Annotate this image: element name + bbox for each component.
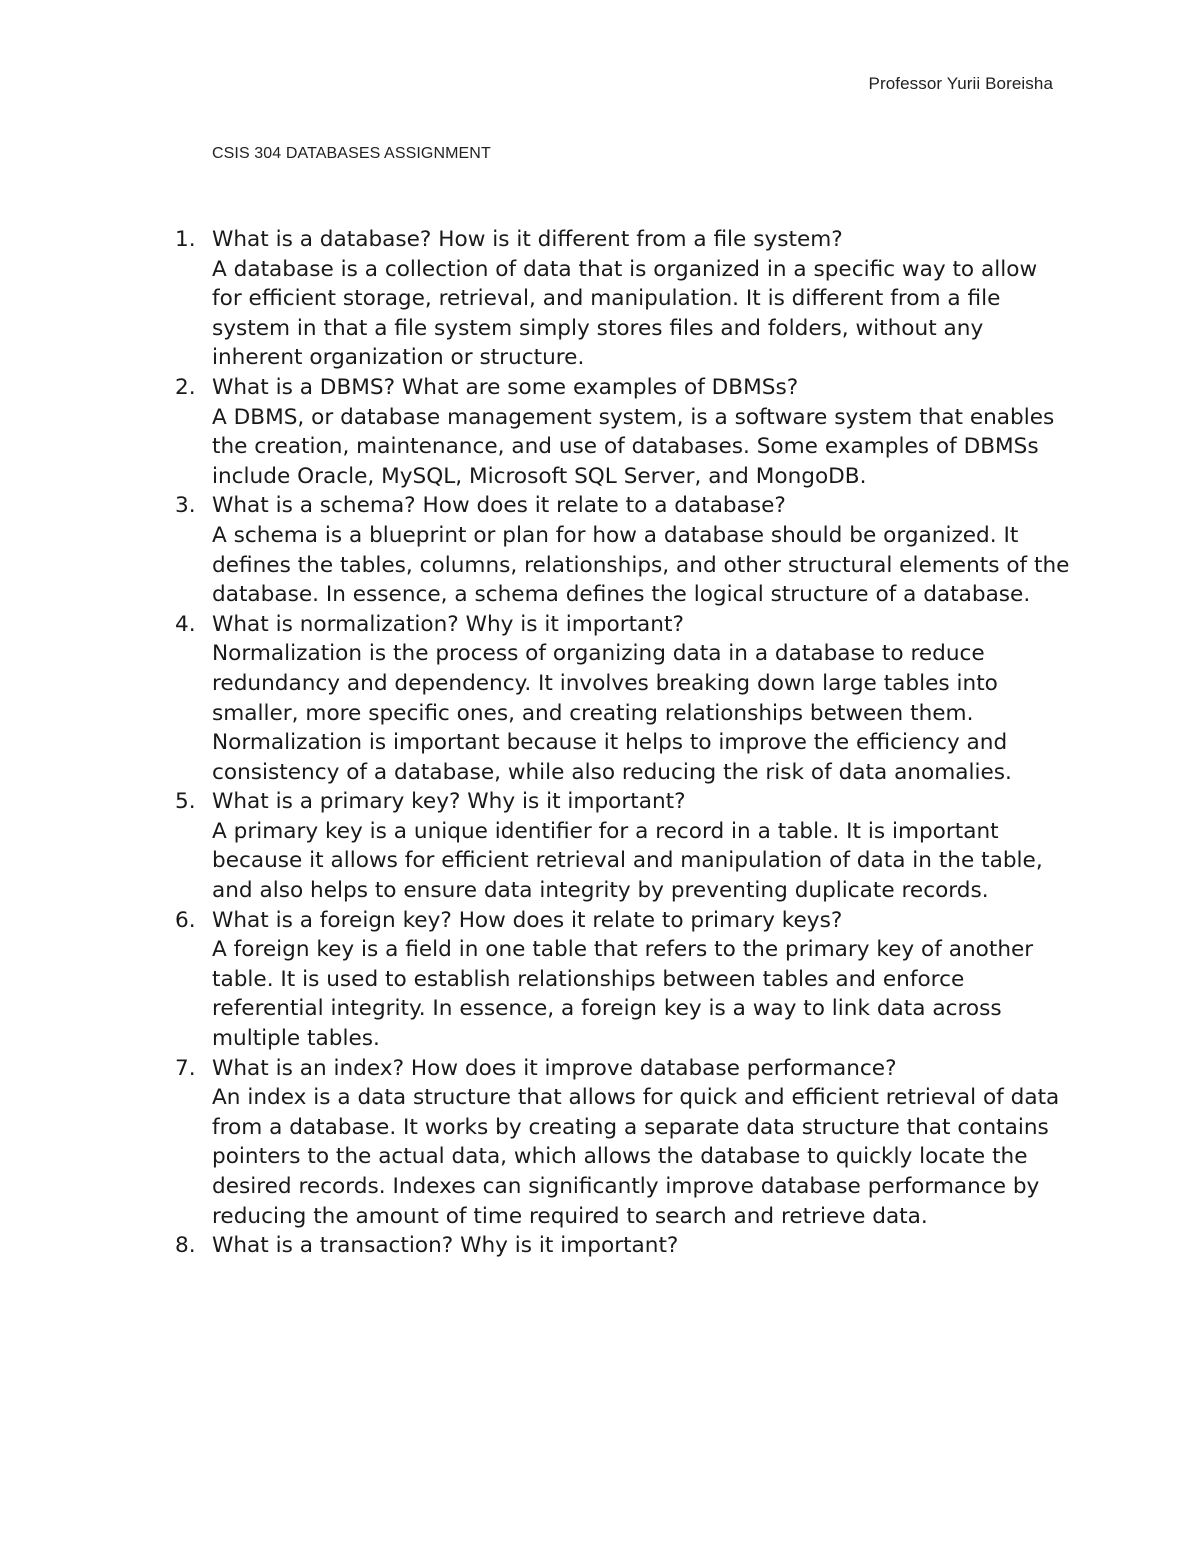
answer-text: An index is a data structure that allows for quick and efficient retrieval of data from a database. It works by creating a separate data structure that contains pointers to the actual data, which allows the database to quickly locate the desired records. Indexes can significantly improve database performance by reducing the amount of time required to search and retrieve data. — [212, 1085, 1060, 1229]
answer-text: A primary key is a unique identifier for a record in a table. It is important because it allows for efficient retrieval and manipulation of data in the table, and also helps to ensure data integrity by preventing duplicate records. — [212, 818, 1043, 904]
question-text: What is a schema? How does it relate to a database? — [212, 493, 786, 519]
item-number: 3. — [175, 493, 196, 519]
item-number: 4. — [175, 611, 196, 637]
question-text: What is a foreign key? How does it relate to primary keys? — [212, 907, 843, 933]
item-number: 1. — [175, 227, 196, 252]
answer-text: A database is a collection of data that is organized in a specific way to allow for efficient storage, retrieval, and manipulation. It is different from a file system in that a file system simply stores files and folders, without any inherent organization or structure. — [212, 256, 1038, 371]
list-item — [172, 373, 1072, 491]
item-number: 8. — [175, 1233, 196, 1259]
question-text: What is a primary key? Why is it important? — [212, 789, 686, 815]
question-text: What is a DBMS? What are some examples of DBMSs? — [212, 374, 799, 400]
item-number: 2. — [175, 374, 196, 400]
answer-text: Normalization is the process of organizing data in a database to reduce redundancy and dependency. It involves breaking down large tables into smaller, more specific ones, and creating relationships between them. Normalization is important because it helps to improve the efficiency and consistency of a database, while also reducing the risk of data anomalies. — [212, 641, 1012, 785]
question-text: What is normalization? Why is it important? — [212, 611, 684, 637]
answer-text: A foreign key is a field in one table that refers to the primary key of another table. It is used to establish relationships between tables and enforce referential integrity. In essence, a foreign key is a way to link data across multiple tables. — [212, 937, 1034, 1052]
question-list — [172, 225, 1072, 1261]
question-text: What is an index? How does it improve database performance? — [212, 1055, 897, 1081]
list-item — [172, 1231, 1072, 1261]
document-title: CSIS 304 DATABASES ASSIGNMENT — [212, 145, 491, 162]
list-item — [172, 225, 1072, 373]
list-item — [172, 491, 1072, 609]
item-number: 5. — [175, 789, 196, 815]
list-item — [172, 787, 1072, 905]
question-text: What is a database? How is it different from a file system? — [212, 227, 843, 252]
answer-text: A DBMS, or database management system, is a software system that enables the creation, maintenance, and use of databases. Some examples of DBMSs include Oracle, MySQL, Microsoft SQL Server, and MongoDB. — [212, 404, 1055, 489]
list-item — [172, 906, 1072, 1054]
list-item — [172, 610, 1072, 788]
question-text: What is a transaction? Why is it important? — [212, 1233, 679, 1259]
item-number: 6. — [175, 907, 196, 933]
author-header: Professor Yurii Boreisha — [868, 74, 1053, 93]
item-number: 7. — [175, 1055, 196, 1081]
list-item — [172, 1054, 1072, 1232]
answer-text: A schema is a blueprint or plan for how a database should be organized. It defines the tables, columns, relationships, and other structural elements of the database. In essence, a schema defines the logical structure of a database. — [212, 522, 1070, 608]
